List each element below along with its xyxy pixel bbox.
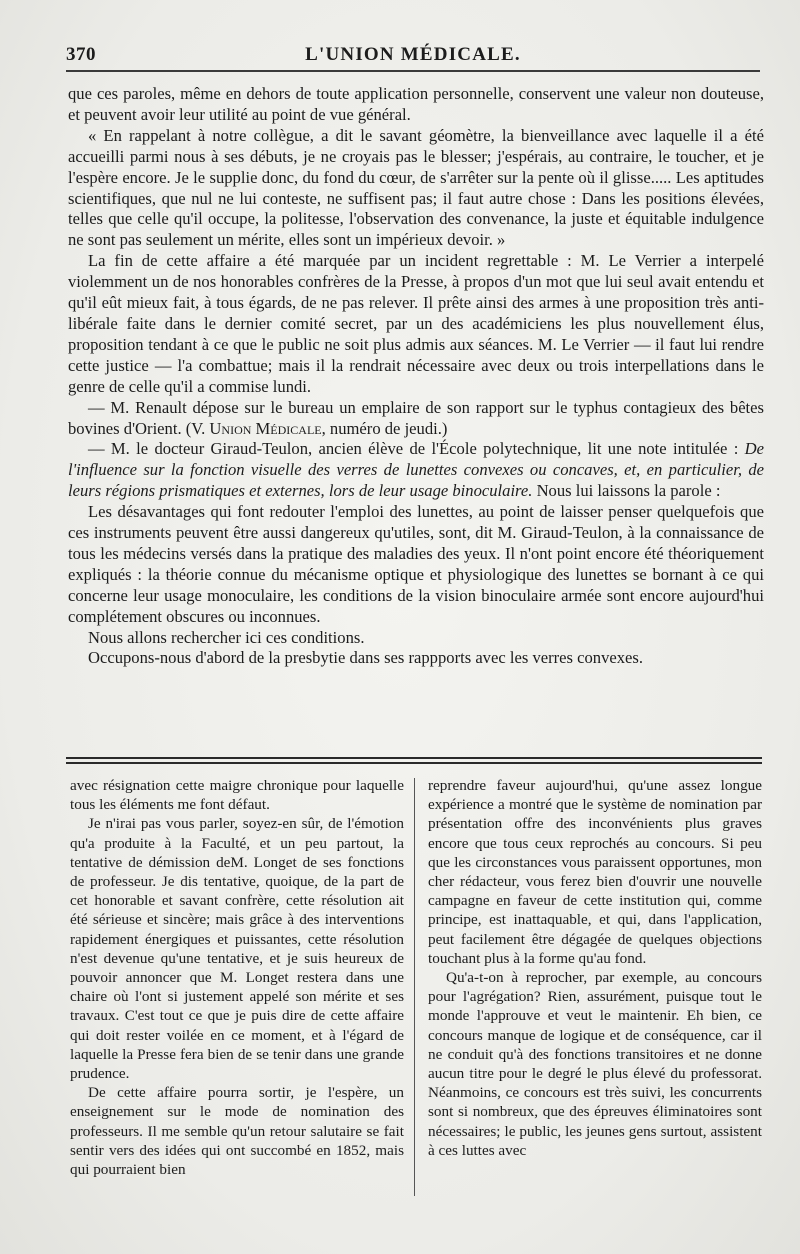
journal-title: L'UNION MÉDICALE.: [305, 44, 521, 65]
note-title: De l'influence sur la fonction visuelle des verres de lunettes convexes ou concaves, et, en particulier, de leurs régions prismatiques et externes, lors de leur usage binoculaire.: [68, 439, 764, 501]
paragraph: Qu'a-t-on à reprocher, par exemple, au concours pour l'agrégation? Rien, assurément, puisque tout le monde l'approuve et veut le maintenir. Eh bien, ce concours manque de logique et de conséquence, car il ne conduit qu'à des fonctions transitoires et ne donne aucun titre pour le degré le plus élevé du professorat. Néanmoins, ce concours est très suivi, les concurrents sont si nombreux, que des épreuves éliminatoires sont nécessaires; le public, les jeunes gens surtout, assistent à ces luttes avec: [428, 969, 762, 1159]
paragraph: De cette affaire pourra sortir, je l'espère, un enseignement sur le mode de nomination des professeurs. Il me semble qu'un retour salutaire se fait sentir vers des idées qui ont succombé en 1852, mais qui pourraient bien: [70, 1084, 404, 1179]
paragraph: Occupons-nous d'abord de la presbytie dans ses rappports avec les verres convexes.: [88, 648, 644, 668]
paragraph: [68, 439, 764, 502]
journal-reference: Union Médicale: [209, 418, 322, 438]
academy-report-section: [68, 84, 764, 669]
text-run: — M. le docteur Giraud-Teulon, ancien élève de l'École polytechnique, lit une note intitulée :: [88, 439, 745, 459]
feuilleton-right-column: [428, 776, 762, 1160]
paragraph: Je n'irai pas vous parler, soyez-en sûr, de l'émotion qu'a produite à la Faculté, et un peu partout, la tentative de démission deM. Longet de ses fonctions de professeur. Je dis tentative, quoique, de la part de cet honorable et savant confrère, cette résolution ait été sérieuse et sincère; mais grâce à des interventions rapidement énergiques et puissantes, cette résolution n'est devenue qu'une tentative, et je suis heureux de pouvoir annoncer que M. Longet restera dans une chaire où l'ont si justement appelé son mérite et ses travaux. C'est tout ce que je puis dire de cette affaire qui doit rester voilée en ce moment, et à l'égard de laquelle la Presse fera bien de se tenir dans une grande prudence.: [70, 815, 404, 1083]
header-rule: [66, 70, 760, 72]
text-run: Nous lui laissons la parole :: [532, 481, 721, 501]
paragraph: [68, 398, 764, 440]
feuilleton-left-column: [70, 776, 404, 1179]
text-run: — M. Renault dépose sur le bureau un emplaire de son rapport sur le typhus contagieux des bêtes bovines d'Orient. (V.: [68, 397, 764, 438]
column-divider: [414, 778, 415, 1196]
paragraph: reprendre faveur aujourd'hui, qu'une assez longue expérience a montré que le système de nomination par présentation offre des inconvénients plus graves encore que tous ceux reprochés au concours. Si peu que les circonstances vous paraissent opportunes, mon cher rédacteur, vous ferez bien d'ouvrir une nouvelle campagne en faveur de cette institution qui, comme principe, est inattaquable, et qui, dans l'application, peut facilement être dégagée de quelques objections touchant plus à la forme qu'au fond.: [428, 777, 762, 967]
page-number: 370: [66, 44, 96, 65]
paragraph: Nous allons rechercher ici ces conditions.: [88, 627, 365, 647]
feuilleton-divider: [66, 757, 762, 764]
text-run: , numéro de jeudi.): [321, 418, 448, 438]
page-header: [66, 38, 760, 68]
paragraph: avec résignation cette maigre chronique pour laquelle tous les éléments me font défaut.: [70, 777, 404, 814]
paragraph: Les désavantages qui font redouter l'emploi des lunettes, au point de laisser penser quelquefois que ces instruments peuvent être aussi dangereux qu'utiles, sont, dit M. Giraud-Teulon, à la connaissance de tous les médecins versés dans la pratique des maladies des yeux. Il n'ont point encore été théoriquement expliqués : la théorie connue du mécanisme optique et physiologique des lunettes se bornant à ce qui concerne leur usage monoculaire, les conditions de la vision binoculaire armée sont encore aujourd'hui complétement obscures ou inconnues.: [68, 502, 764, 626]
paragraph: que ces paroles, même en dehors de toute application personnelle, conservent une valeur non douteuse, et peuvent avoir leur utilité au point de vue général.: [68, 84, 764, 124]
paragraph: « En rappelant à notre collègue, a dit le savant géomètre, la bienveillance avec laquelle il a été accueilli parmi nous à ses débuts, je ne croyais pas le blesser; j'espérais, au contraire, le toucher, et je l'espère encore. Je le supplie donc, du fond du cœur, de s'arrêter sur la pente où il glisse..... Les aptitudes scientifiques, que nul ne lui conteste, ne suffisent pas; il faut autre chose : Dans les positions élevées, telles que celle qu'il occupe, la politesse, l'observation des convenance, la juste et équitable indulgence ne sont pas seulement un mérite, elles sont un impérieux devoir. »: [68, 125, 764, 250]
paragraph: La fin de cette affaire a été marquée par un incident regrettable : M. Le Verrier a interpelé violemment un de nos honorables confrères de la Presse, à propos d'un mot que lui seul avait entendu et qu'il eût mieux fait, à tous égards, de ne pas relever. Il prête ainsi des armes à une proposition très anti-libérale faite dans le dernier comité secret, par un des académiciens les plus nouvellement élus, proposition tendant à ce que le public ne soit plus admis aux séances. M. Le Verrier — il faut lui rendre cette justice — l'a combattue; mais il la rendrait nécessaire avec deux ou trois interpellations dans le genre de celle qu'il a commise lundi.: [68, 251, 764, 396]
